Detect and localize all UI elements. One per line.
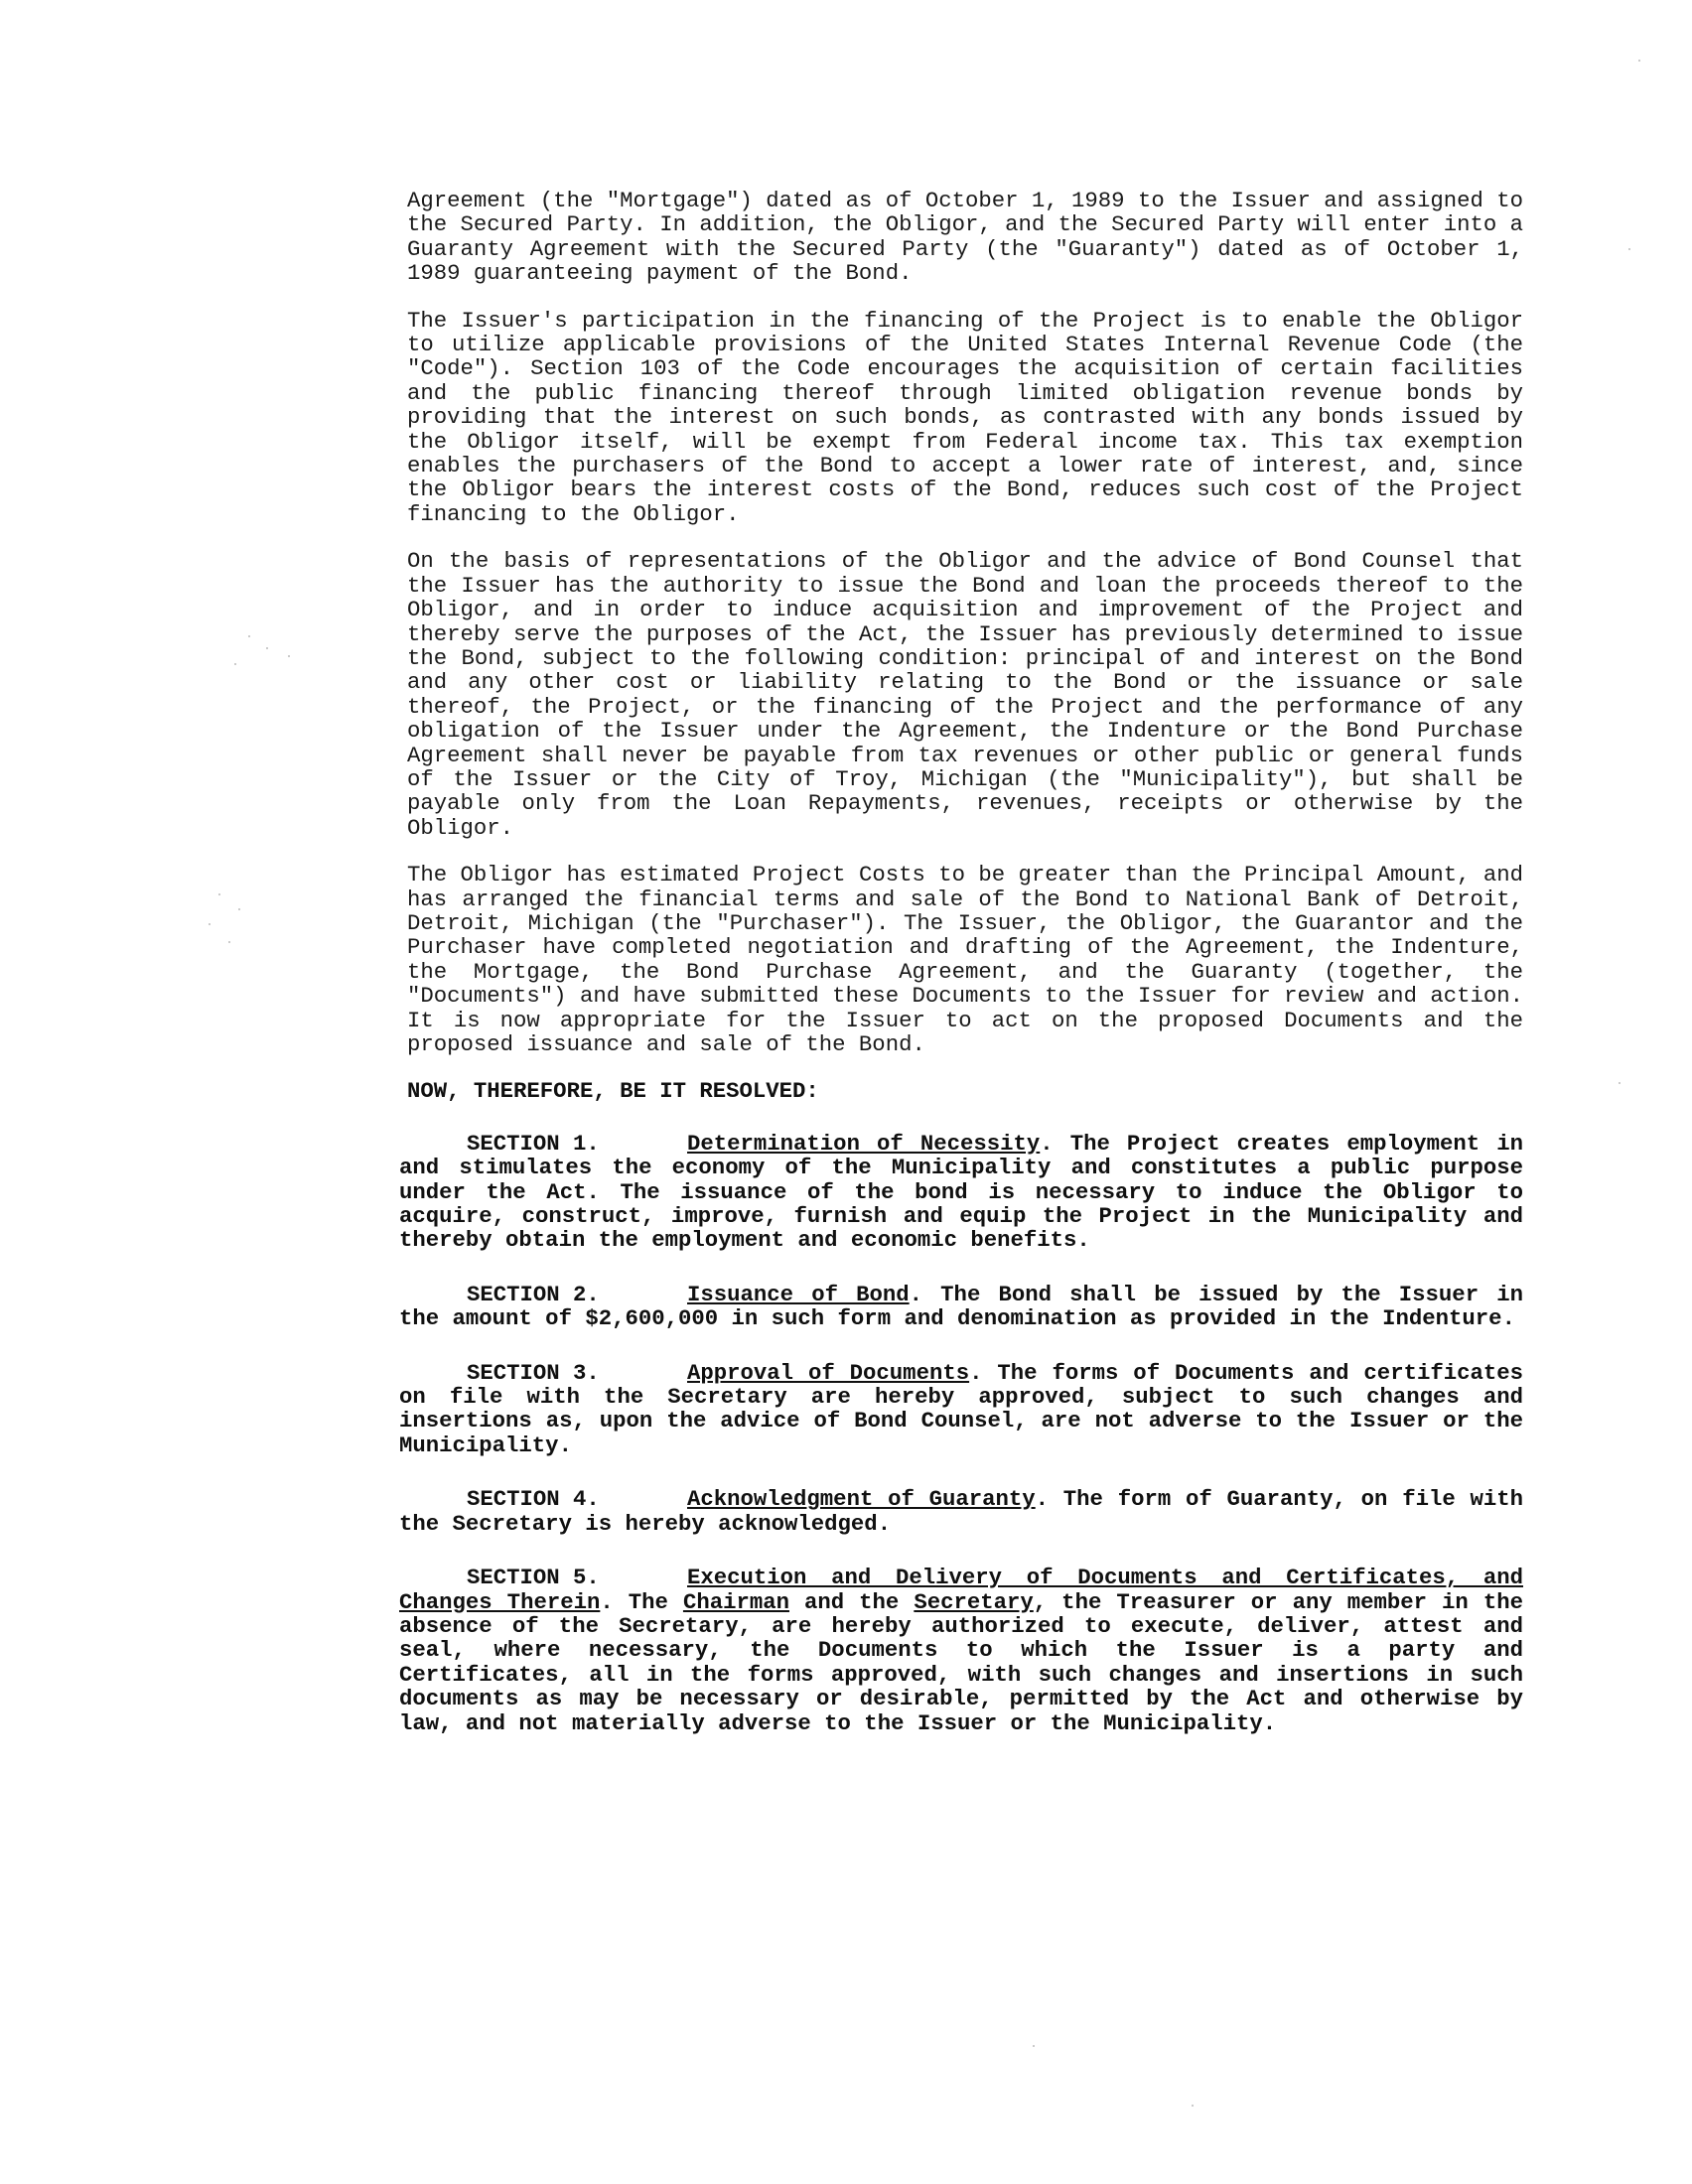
scan-speck: [1192, 2105, 1194, 2107]
scan-speck: [1033, 2045, 1035, 2047]
section-5-title: Execution and Delivery of Documents and Certificates, and Changes Therein: [399, 1565, 1523, 1615]
section-5-chairman: Chairman: [682, 1588, 789, 1615]
section-5-body-part3: , the Treasurer or any member in the absence of the Secretary, are hereby authorized to execute, deliver, attest and seal, where necessary, the Documents to which the Issuer is a party and Certificates, all in the forms approved, with such changes and insertions in such documents as may be necessary or desirable, permitted by the Act and otherwise by law, and not materially adverse to the Issuer or the Municipality.: [399, 1588, 1523, 1736]
section-5-body-part1: . The: [600, 1588, 683, 1615]
scan-speck: [248, 635, 250, 637]
section-1-title: Determination of Necessity: [687, 1130, 1041, 1157]
scan-speck: [1638, 60, 1640, 62]
section-1-label: SECTION 1.: [467, 1130, 600, 1157]
section-5: [399, 1566, 1523, 1735]
paragraph-mortgage-guaranty: Agreement (the "Mortgage") dated as of October 1, 1989 to the Issuer and assigned to the Secured Party. In addition, the Obligor, and the Secured Party will enter into a Guaranty Agreement with the Secured Party (the "Guaranty") dated as of October 1, 1989 guaranteeing payment of the Bond.: [407, 188, 1523, 287]
section-2-body: . The Bond shall be issued by the Issuer in the amount of $2,600,000 in such form and denomination as provided in the Indenture.: [399, 1281, 1523, 1332]
scan-speck: [209, 923, 211, 925]
section-3: [399, 1361, 1523, 1458]
section-4: [399, 1487, 1523, 1536]
section-1: [399, 1132, 1523, 1253]
section-5-body-part2: and the: [788, 1588, 915, 1615]
section-3-title: Approval of Documents: [687, 1359, 970, 1386]
scan-speck: [238, 908, 240, 910]
section-2: [399, 1283, 1523, 1331]
section-5-secretary: Secretary: [914, 1588, 1034, 1615]
resolved-heading: NOW, THEREFORE, BE IT RESOLVED:: [407, 1078, 819, 1105]
paragraph-representations: On the basis of representations of the Obligor and the advice of Bond Counsel that the Issuer has the authority to issue the Bond and loan the proceeds thereof to the Obligor, and in order to induce acquisition and improvement of the Project and thereby serve the purposes of the Act, the Issuer has previously determined to issue the Bond, subject to the following condition: principal of and interest on the Bond and any other cost or liability relating to the Bond or the issuance or sale thereof, the Project, or the financing of the Project and the performance of any obligation of the Issuer under the Agreement, the Indenture or the Bond Purchase Agreement shall never be payable from tax revenues or other public or general funds of the Issuer or the City of Troy, Michigan (the "Municipality"), but shall be payable only from the Loan Repayments, revenues, receipts or otherwise by the Obligor.: [407, 548, 1523, 841]
section-5-label: SECTION 5.: [467, 1565, 600, 1591]
scan-speck: [218, 893, 220, 895]
section-2-label: SECTION 2.: [467, 1281, 600, 1307]
scan-speck: [1628, 248, 1630, 250]
section-3-label: SECTION 3.: [467, 1359, 600, 1386]
scan-speck: [1619, 1082, 1621, 1084]
section-4-label: SECTION 4.: [467, 1486, 600, 1513]
section-4-body: . The form of Guaranty, on file with the Secretary is hereby acknowledged.: [399, 1486, 1523, 1537]
scan-speck: [288, 655, 290, 657]
paragraph-issuer-participation: The Issuer's participation in the financing of the Project is to enable the Obligor to utilize applicable provisions of the United States Internal Revenue Code (the "Code"). Section 103 of the Code encourages the acquisition of certain facilities and the public financing thereof through limited obligation revenue bonds by providing that the interest on such bonds, as contrasted with any bonds issued by the Obligor itself, will be exempt from Federal income tax. This tax exemption enables the purchasers of the Bond to accept a lower rate of interest, and, since the Obligor bears the interest costs of the Bond, reduces such cost of the Project financing to the Obligor.: [407, 307, 1523, 527]
section-1-body: . The Project creates employment in and stimulates the economy of the Municipality and constitutes a public purpose under the Act. The issuance of the bond is necessary to induce the Obligor to acquire, construct, improve, furnish and equip the Project in the Municipality and thereby obtain the employment and economic benefits.: [399, 1130, 1524, 1254]
scan-speck: [234, 663, 236, 665]
section-4-title: Acknowledgment of Guaranty: [687, 1486, 1036, 1513]
paragraph-project-costs: The Obligor has estimated Project Costs to be greater than the Principal Amount, and has arranged the financial terms and sale of the Bond to National Bank of Detroit, Detroit, Michigan (the "Purchaser"). The Issuer, the Obligor, the Guarantor and the Purchaser have completed negotiation and drafting of the Agreement, the Indenture, the Mortgage, the Bond Purchase Agreement, and the Guaranty (together, the "Documents") and have submitted these Documents to the Issuer for review and action. It is now appropriate for the Issuer to act on the proposed Documents and the proposed issuance and sale of the Bond.: [407, 862, 1523, 1057]
section-2-title: Issuance of Bond: [687, 1281, 910, 1307]
section-3-body: . The forms of Documents and certificates on file with the Secretary are hereby approved, subject to such changes and insertions as, upon the advice of Bond Counsel, are not adverse to the Issuer or the Municipality.: [399, 1359, 1523, 1458]
document-body: [399, 188, 1524, 1765]
scan-speck: [228, 941, 230, 943]
scan-speck: [266, 647, 268, 649]
